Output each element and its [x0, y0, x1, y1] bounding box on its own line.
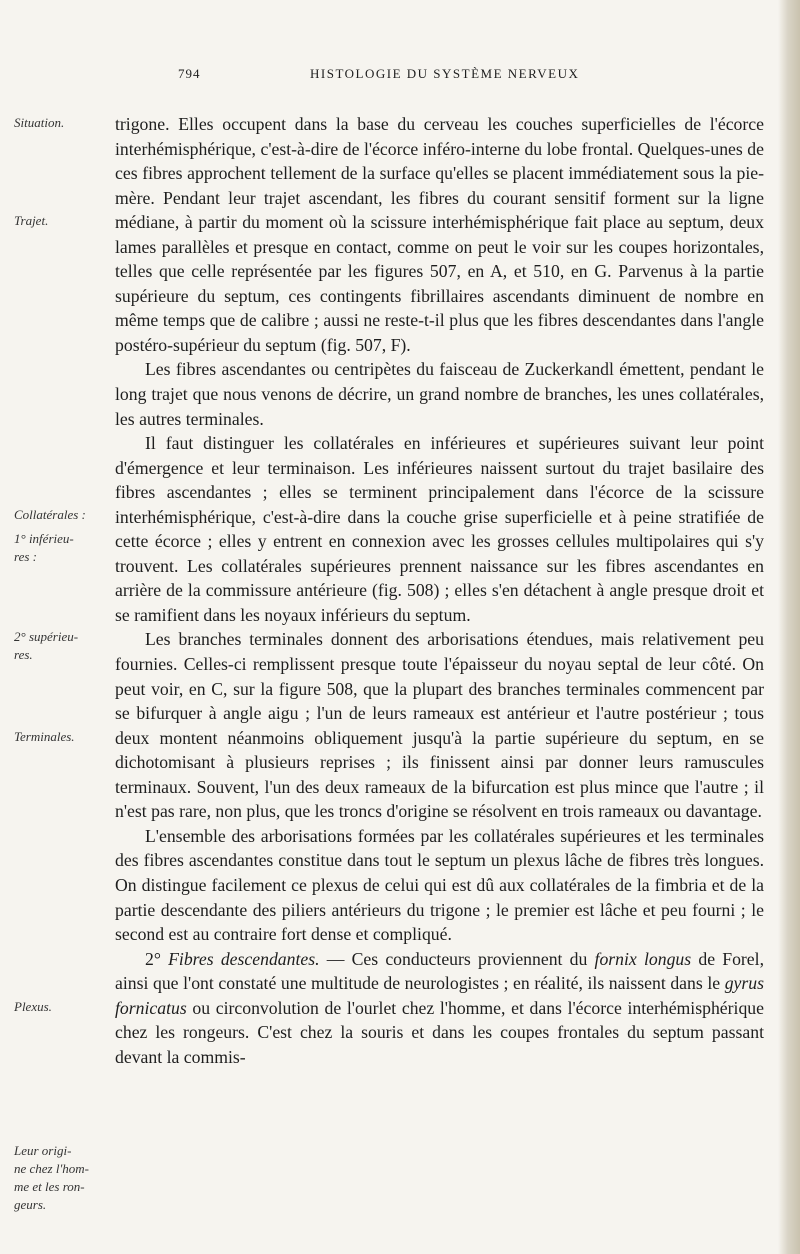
page-edge-shadow — [778, 0, 800, 1254]
margin-note-situation: Situation. — [14, 115, 65, 130]
margin-note-origine-2: ne chez l'hom- — [14, 1161, 89, 1176]
margin-note-origine-4: geurs. — [14, 1197, 47, 1212]
text-run: de Forel, ainsi que l'ont constaté une multitude de neurologistes ; en réalité, ils naissent dans le — [115, 948, 764, 994]
text-run: — Ces conducteurs proviennent du — [319, 948, 595, 969]
term-gyrus-fornicatus: gyrus fornicatus — [115, 973, 764, 1018]
paragraph: Les fibres ascendantes ou centripètes du faisceau de Zuckerkandl émettent, pendant le long trajet que nous venons de décrire, un grand nombre de branches, les unes collatérales, les autres terminales. — [115, 359, 764, 429]
margin-note-superieures-1: 2° supérieu- — [14, 629, 79, 644]
page-number: 794 — [178, 66, 201, 81]
term-fornix-longus: fornix longus — [594, 948, 692, 969]
margin-note-superieures-2: res. — [14, 647, 33, 662]
margin-note-collaterales: Collatérales : — [14, 507, 86, 522]
margin-note-origine-3: me et les ron- — [14, 1179, 85, 1194]
running-title: HISTOLOGIE DU SYSTÈME NERVEUX — [310, 66, 580, 81]
section-heading: Fibres descendantes. — [168, 948, 320, 969]
paragraph: L'ensemble des arborisations formées par les collatérales supérieures et les terminales des fibres ascendantes constitue dans tout le septum un plexus lâche de fibres très longues. On distingue facilement ce plexus de celui qui est dû aux collatérales de la fimbria et de la partie descendante des piliers antérieurs du trigone ; le premier est lâche et peu fourni ; le second est au contraire fort dense et compliqué. — [115, 825, 764, 945]
paragraph: Il faut distinguer les collatérales en inférieures et supérieures suivant leur point d'émergence et leur terminaison. Les inférieures naissent surtout du trajet basilaire des fibres ascendantes ; elles se terminent principalement dans l'écorce de la scissure interhémisphérique, c'est-à-dire dans la couche grise superficielle et à peine stratifiée de cette écorce ; elles y entrent en connexion avec les grosses cellules multipolaires qui s'y trouvent. Les collatérales supérieures prennent naissance sur les fibres ascendantes en arrière de la commissure antérieure (fig. 508) ; elles s'en détachent à angle presque droit et se ramifient dans les noyaux inférieurs du septum. — [115, 433, 764, 625]
text-run: ou circonvolution de l'ourlet chez l'homme, et dans l'écorce interhémisphérique chez les rongeurs. C'est chez la souris et dans les coupes frontales du septum passant devant la commis- — [115, 997, 764, 1067]
margin-note-trajet: Trajet. — [14, 213, 49, 228]
paragraph-lead: 2° — [145, 948, 169, 969]
paragraph: trigone. Elles occupent dans la base du cerveau les couches superficielles de l'écorce interhémisphérique, c'est-à-dire de l'écorce inféro-interne du lobe frontal. Quelques-unes de ces fibres approchent tellement de la surface qu'elles se placent immédiatement sous la pie-mère. Pendant leur trajet ascendant, les fibres du courant sensitif forment sur la ligne médiane, à partir du moment où la scissure interhémisphérique fait place au septum, deux lames parallèles et presque en contact, comme on peut le voir sur les coupes horizontales, telles que celle représentée par les figures 507, en A, et 510, en G. Parvenus à la partie supérieure du septum, ces contingents fibrillaires ascendants diminuent de nombre en même temps que de calibre ; aussi ne reste-t-il plus que les fibres descendantes dans l'angle postéro-supérieur du septum (fig. 507, F). — [115, 114, 764, 355]
paragraph: Les branches terminales donnent des arborisations étendues, mais relativement peu fournies. Celles-ci remplissent presque toute l'épaisseur du noyau septal de leur côté. On peut voir, en C, sur la figure 508, que la plupart des branches terminales commencent par se bifurquer à angle aigu ; l'un de leurs rameaux est antérieur et l'autre postérieur ; tous deux montent néanmoins obliquement jusqu'à la partie supérieure du septum, en se dichotomisant à plusieurs reprises ; ils finissent ainsi par donner leurs ramuscules terminaux. Souvent, l'un des deux rameaux de la bifurcation est plus mince que l'autre ; il n'est pas rare, non plus, que les troncs d'origine se résolvent en trois rameaux ou davantage. — [115, 629, 764, 822]
margin-note-inferieures-1: 1° inférieu- — [14, 531, 74, 546]
margin-note-terminales: Terminales. — [14, 729, 75, 744]
margin-note-inferieures-2: res : — [14, 549, 37, 564]
body-text — [115, 112, 764, 1069]
margin-note-plexus: Plexus. — [14, 999, 52, 1014]
paragraph — [115, 947, 764, 1070]
running-header — [0, 66, 800, 90]
margin-note-origine-1: Leur origi- — [14, 1143, 72, 1158]
